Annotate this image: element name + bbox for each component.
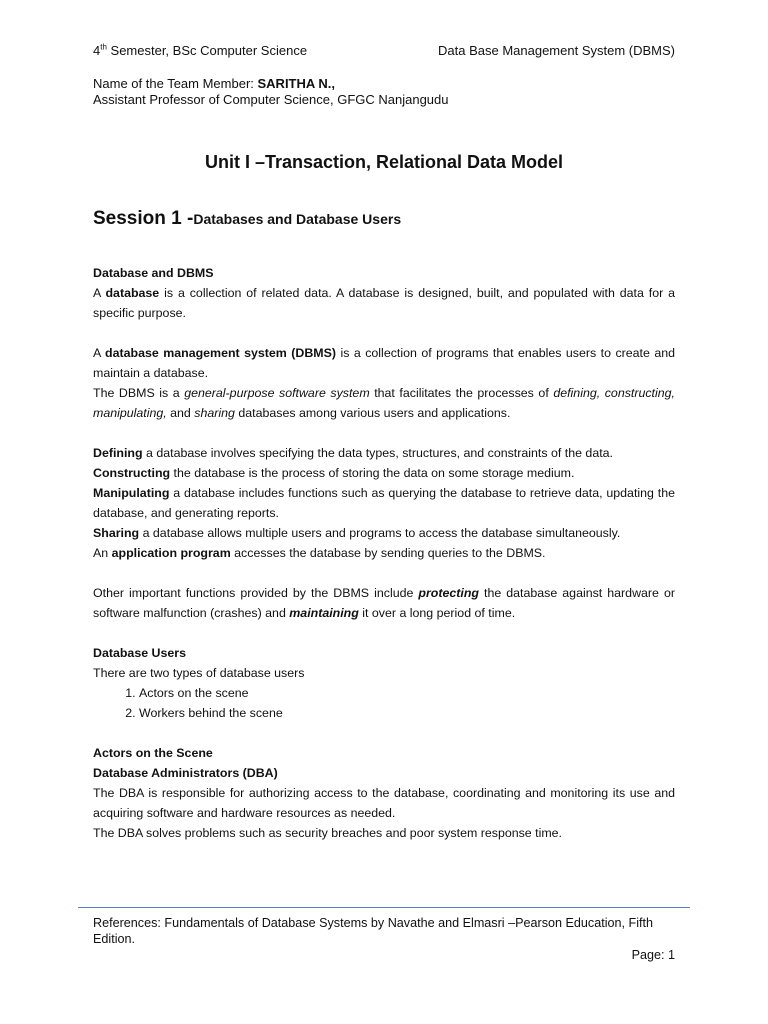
paragraph-dba-problems: The DBA solves problems such as security breaches and poor system response time.	[93, 826, 562, 840]
paragraph-users-intro: There are two types of database users	[93, 666, 305, 680]
section-heading-actors: Actors on the Scene	[93, 746, 213, 760]
paragraph-application-program: An application program accesses the database by sending queries to the DBMS.	[93, 546, 546, 560]
team-member-position: Assistant Professor of Computer Science, GFGC Nanjangudu	[93, 92, 449, 107]
header-semester: 4th Semester, BSc Computer Science	[93, 42, 308, 58]
paragraph-dbms-purpose: The DBMS is a general-purpose software system that facilitates the processes of defining, constructing, manipulating, and sharing databases among various users and applications.	[93, 386, 675, 420]
page-number: Page: 1	[631, 948, 675, 962]
paragraph-dbms-definition: A database management system (DBMS) is a collection of programs that enables users to create and maintain a database.	[93, 346, 676, 380]
page-header	[93, 43, 675, 61]
header-course: Data Base Management System (DBMS)	[438, 43, 675, 58]
users-list	[93, 683, 675, 723]
unit-title: Unit I –Transaction, Relational Data Model	[204, 152, 564, 172]
section-heading-dbms: Database and DBMS	[93, 266, 214, 280]
subheading-dba: Database Administrators (DBA)	[93, 766, 278, 780]
footer-references: References: Fundamentals of Database Systems by Navathe and Elmasri –Pearson Education, Fifth Edition.	[93, 916, 654, 946]
team-member-block	[93, 76, 449, 108]
paragraph-other-functions: Other important functions provided by the DBMS include protecting the database against hardware or software malfunction (crashes) and maintaining it over a long period of time.	[93, 586, 675, 620]
paragraph-defining: Defining a database involves specifying the data types, structures, and constraints of the data.	[93, 446, 613, 460]
team-member-name: SARITHA N.,	[257, 76, 336, 91]
paragraph-manipulating: Manipulating a database includes functions such as querying the database to retrieve data, updating the database, and generating reports.	[93, 486, 675, 520]
paragraph-database-definition: A database is a collection of related data. A database is designed, built, and populated with data for a specific purpose.	[93, 286, 675, 320]
team-member-line: Name of the Team Member: SARITHA N.,	[93, 76, 336, 91]
paragraph-dba-responsibility: The DBA is responsible for authorizing access to the database, coordinating and monitoring its use and acquiring software and hardware resources as needed.	[93, 786, 675, 820]
footer-divider	[78, 907, 690, 908]
document-body	[93, 263, 675, 843]
session-heading: Session 1 -Databases and Database Users	[93, 208, 402, 229]
paragraph-sharing: Sharing a database allows multiple users and programs to access the database simultaneously.	[93, 526, 621, 540]
list-item: 1. Actors on the scene	[139, 683, 675, 703]
paragraph-constructing: Constructing the database is the process of storing the data on some storage medium.	[93, 466, 575, 480]
list-item: 2. Workers behind the scene	[139, 703, 675, 723]
section-heading-users: Database Users	[93, 646, 186, 660]
